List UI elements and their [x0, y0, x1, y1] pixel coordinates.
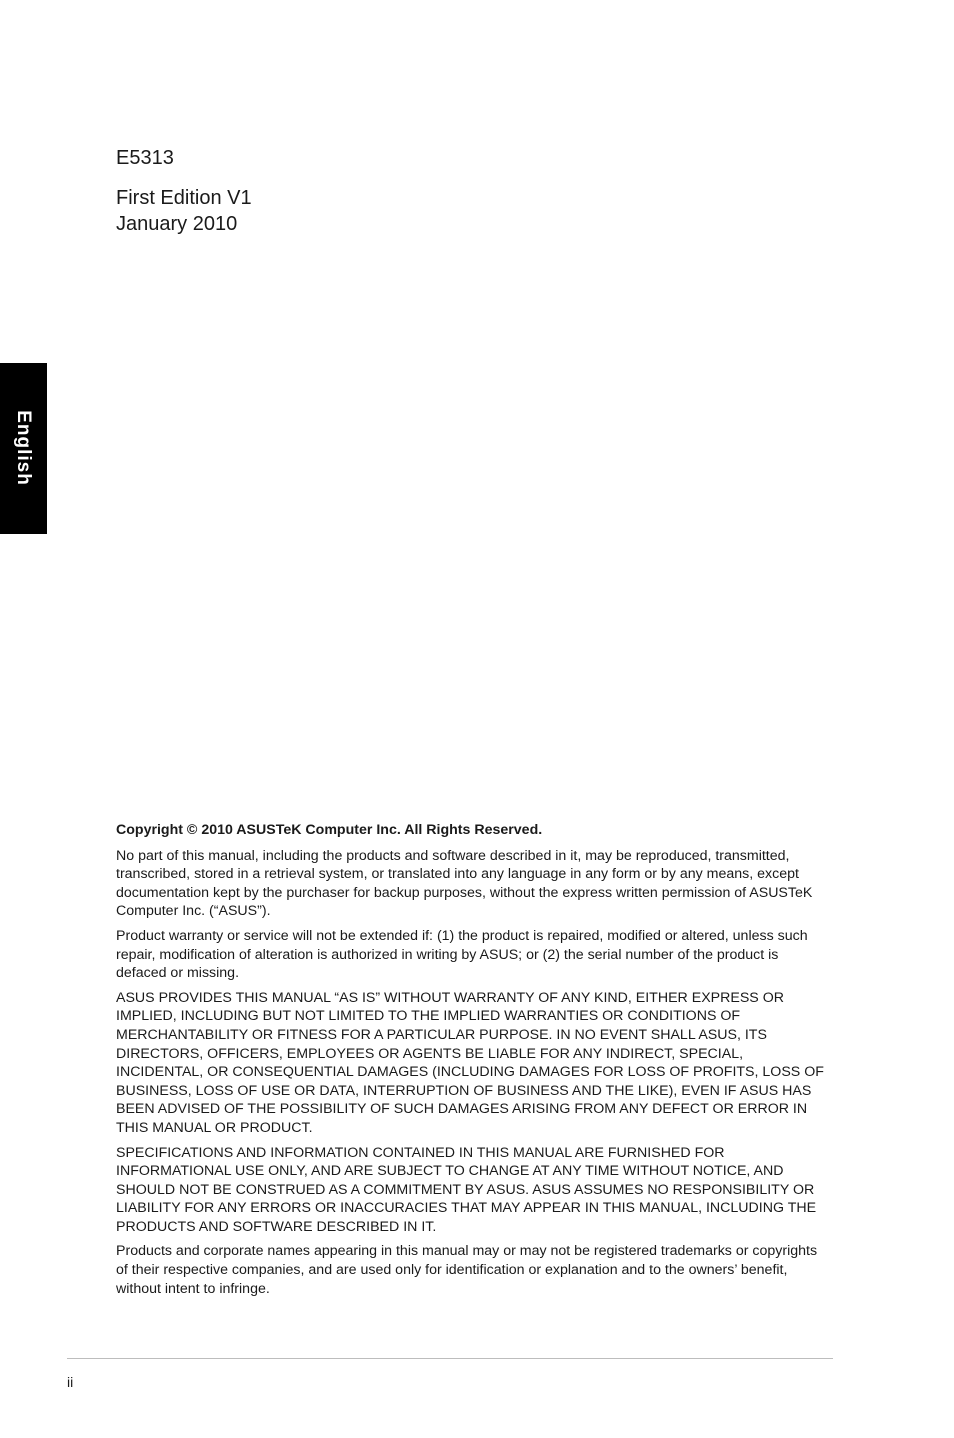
copyright-statement: Copyright © 2010 ASUSTeK Computer Inc. All Rights Reserved. [116, 822, 543, 838]
footer-divider [67, 1358, 833, 1359]
disclaimer-paragraph: ASUS PROVIDES THIS MANUAL “AS IS” WITHOUT WARRANTY OF ANY KIND, EITHER EXPRESS OR IMPLIED, INCLUDING BUT NOT LIMITED TO THE IMPLIED WARRANTIES OR CONDITIONS OF MERCHANTABILITY OR FITNESS FOR A PARTICULAR PURPOSE. IN NO EVENT SHALL ASUS, ITS DIRECTORS, OFFICERS, EMPLOYEES OR AGENTS BE LIABLE FOR ANY INDIRECT, SPECIAL, INCIDENTAL, OR CONSEQUENTIAL DAMAGES (INCLUDING DAMAGES FOR LOSS OF PROFITS, LOSS OF BUSINESS, LOSS OF USE OR DATA, INTERRUPTION OF BUSINESS AND THE LIKE), EVEN IF ASUS HAS BEEN ADVISED OF THE POSSIBILITY OF SUCH DAMAGES ARISING FROM ANY DEFECT OR ERROR IN THIS MANUAL OR PRODUCT. [116, 989, 824, 1136]
legal-notice [116, 821, 832, 1304]
publication-date: January 2010 [116, 213, 238, 235]
document-header [116, 145, 252, 237]
trademarks-paragraph: Products and corporate names appearing in this manual may or may not be registered trademarks or copyrights of their respective companies, and are used only for identification or explanation and to the owners’ benefit, without intent to infringe. [116, 1243, 818, 1297]
page-number: ii [67, 1374, 74, 1390]
warranty-paragraph: Product warranty or service will not be extended if: (1) the product is repaired, modified or altered, unless such repair, modification of alteration is authorized in writing by ASUS; or (2) the serial number of the product is defaced or missing. [116, 927, 808, 982]
reproduction-paragraph: No part of this manual, including the products and software described in it, may be reproduced, transmitted, transcribed, stored in a retrieval system, or translated into any language in any form or by any means, except documentation kept by the purchaser for backup purposes, without the express written permission of ASUSTeK Computer Inc. (“ASUS”). [116, 847, 813, 920]
language-tab-label: English [13, 410, 34, 486]
language-side-tab [0, 363, 47, 534]
model-number: E5313 [116, 147, 174, 169]
edition-label: First Edition V1 [116, 187, 252, 209]
specifications-paragraph: SPECIFICATIONS AND INFORMATION CONTAINED IN THIS MANUAL ARE FURNISHED FOR INFORMATIONAL USE ONLY, AND ARE SUBJECT TO CHANGE AT ANY TIME WITHOUT NOTICE, AND SHOULD NOT BE CONSTRUED AS A COMMITMENT BY ASUS. ASUS ASSUMES NO RESPONSIBILITY OR LIABILITY FOR ANY ERRORS OR INACCURACIES THAT MAY APPEAR IN THIS MANUAL, INCLUDING THE PRODUCTS AND SOFTWARE DESCRIBED IN IT. [116, 1144, 817, 1235]
